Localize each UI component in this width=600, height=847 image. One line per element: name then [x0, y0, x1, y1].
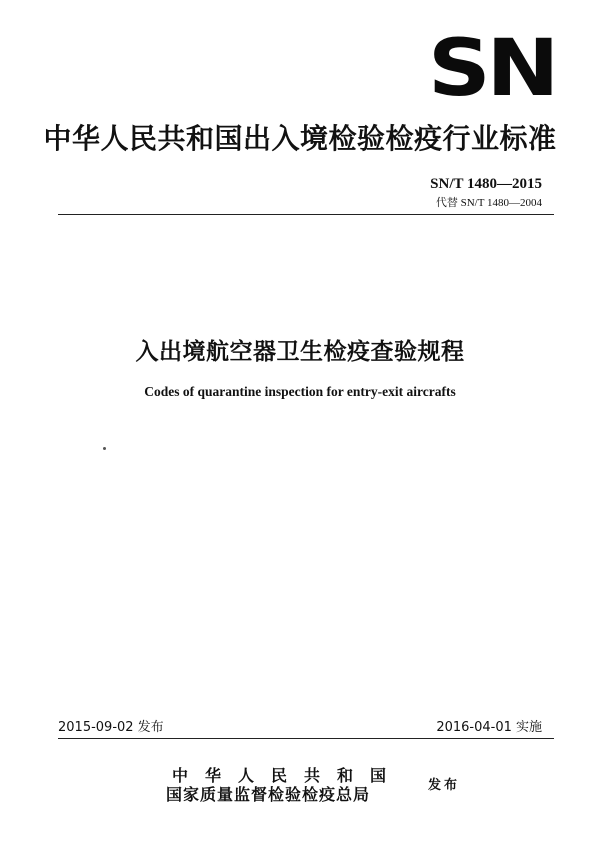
- bottom-divider: [58, 738, 554, 739]
- issuer-country: 中华人民共和国: [172, 766, 404, 785]
- issue-date: 2015-09-02 发布: [58, 720, 164, 735]
- scan-speck: [103, 447, 106, 450]
- replaces-note: 代替 SN/T 1480—2004: [435, 197, 542, 209]
- standard-category: 中华人民共和国出入境检验检疫行业标准: [43, 122, 557, 155]
- issuer-agency: 国家质量监督检验检疫总局: [166, 785, 371, 804]
- document-title-cn: 入出境航空器卫生检疫查验规程: [135, 339, 465, 365]
- sn-logo: SN: [427, 24, 555, 114]
- publish-label: 发布: [428, 778, 461, 793]
- standard-number: SN/T 1480—2015: [430, 176, 542, 192]
- implementation-date: 2016-04-01 实施: [436, 720, 542, 735]
- document-title-en: Codes of quarantine inspection for entry-exit aircrafts: [144, 384, 456, 399]
- top-divider: [58, 214, 554, 215]
